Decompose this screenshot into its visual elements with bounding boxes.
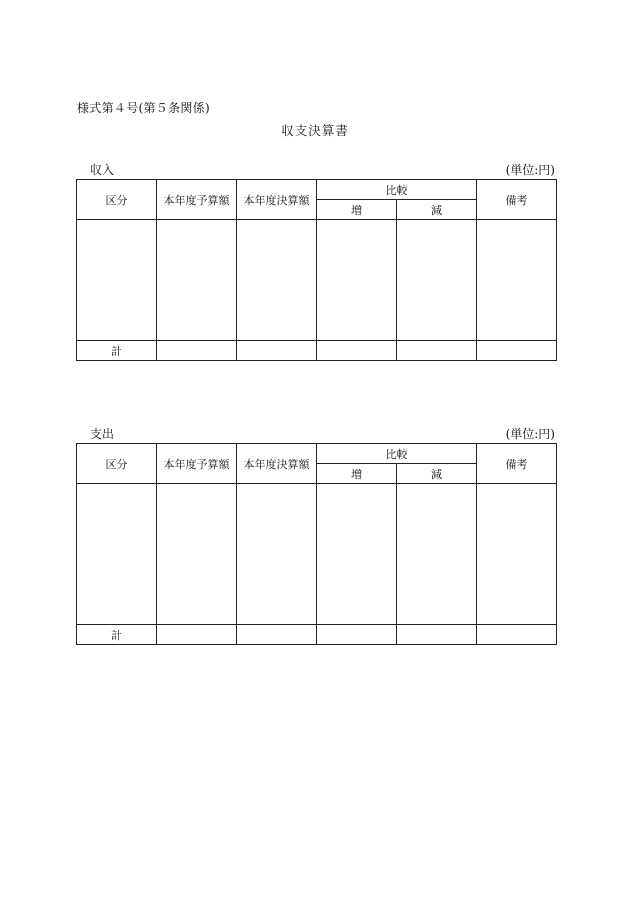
- income-total-label: 計: [77, 341, 157, 361]
- income-remarks-cell: [477, 220, 557, 341]
- income-category-cell: [77, 220, 157, 341]
- expenditure-total-decrease: [397, 625, 477, 645]
- income-budget-cell: [157, 220, 237, 341]
- income-table: [76, 179, 557, 361]
- header-category: 区分: [77, 180, 157, 220]
- expenditure-settlement-cell: [237, 484, 317, 625]
- header-increase: 増: [317, 200, 397, 220]
- header-remarks: 備考: [477, 180, 557, 220]
- form-number: 様式第４号(第５条関係): [77, 101, 210, 115]
- expenditure-total-increase: [317, 625, 397, 645]
- income-settlement-cell: [237, 220, 317, 341]
- expenditure-table: [76, 443, 557, 645]
- header-decrease: 減: [397, 200, 477, 220]
- expenditure-increase-cell: [317, 484, 397, 625]
- income-unit-label: (単位:円): [505, 163, 555, 177]
- expenditure-section-label: 支出: [90, 427, 115, 441]
- header-budget: 本年度予算額: [157, 180, 237, 220]
- expenditure-total-label: 計: [77, 625, 157, 645]
- income-total-increase: [317, 341, 397, 361]
- income-total-row: [77, 341, 557, 361]
- header-comparison: 比較: [317, 180, 477, 200]
- expenditure-budget-cell: [157, 484, 237, 625]
- header-settlement: 本年度決算額: [237, 444, 317, 484]
- document-title: 収支決算書: [281, 123, 349, 138]
- header-settlement: 本年度決算額: [237, 180, 317, 220]
- header-remarks: 備考: [477, 444, 557, 484]
- header-increase: 増: [317, 464, 397, 484]
- header-decrease: 減: [397, 464, 477, 484]
- expenditure-decrease-cell: [397, 484, 477, 625]
- income-total-decrease: [397, 341, 477, 361]
- income-total-budget: [157, 341, 237, 361]
- header-category: 区分: [77, 444, 157, 484]
- income-total-remarks: [477, 341, 557, 361]
- income-body-row: [77, 220, 557, 341]
- income-section-label: 収入: [90, 163, 115, 177]
- expenditure-category-cell: [77, 484, 157, 625]
- income-increase-cell: [317, 220, 397, 341]
- income-header-row: [77, 180, 557, 200]
- header-comparison: 比較: [317, 444, 477, 464]
- expenditure-total-budget: [157, 625, 237, 645]
- expenditure-remarks-cell: [477, 484, 557, 625]
- expenditure-total-row: [77, 625, 557, 645]
- header-budget: 本年度予算額: [157, 444, 237, 484]
- expenditure-total-settlement: [237, 625, 317, 645]
- expenditure-unit-label: (単位:円): [505, 427, 555, 441]
- income-total-settlement: [237, 341, 317, 361]
- expenditure-body-row: [77, 484, 557, 625]
- income-decrease-cell: [397, 220, 477, 341]
- expenditure-total-remarks: [477, 625, 557, 645]
- expenditure-header-row: [77, 444, 557, 464]
